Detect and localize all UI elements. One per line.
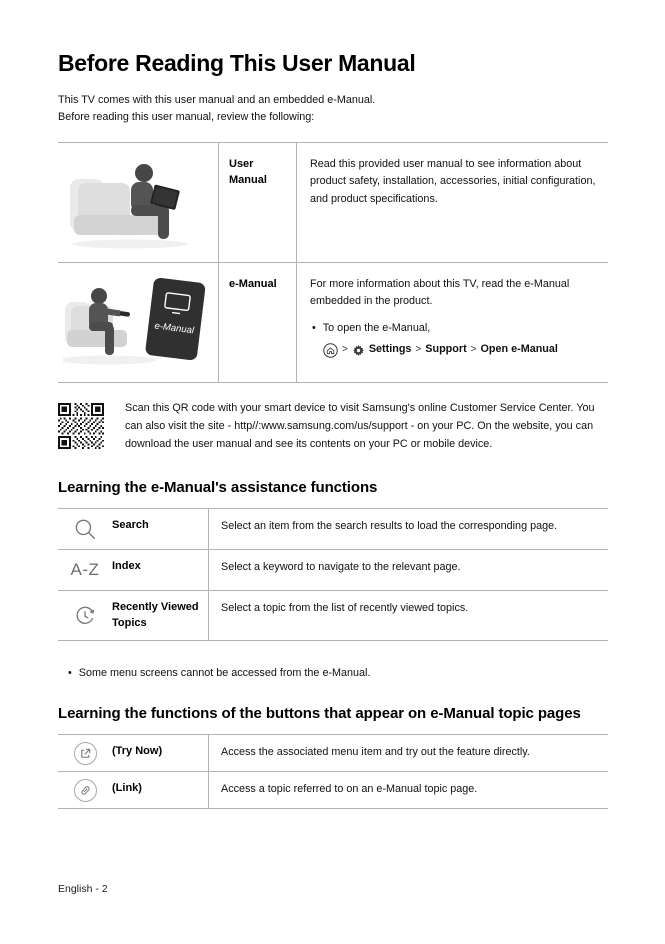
buttons-table [58,734,608,809]
qr-description: Scan this QR code with your smart device to visit Samsung's online Customer Service Center. You can also visit the site - http//:www.samsung.com/us/support - on your PC. On the website, you can download the user manual and see its contents on your PC or mobile device. [125,401,595,450]
try-now-icon [58,735,112,771]
page-footer: English - 2 [58,883,108,895]
table-row-try-now [58,735,608,772]
e-manual-description: For more information about this TV, read the e-Manual embedded in the product. [310,277,570,308]
row-label-user-manual: User Manual [218,143,297,262]
intro-line-1: This TV comes with this user manual and an embedded e-Manual. [58,94,376,106]
row-label-recently-viewed: Recently Viewed Topics [112,601,199,629]
row-description-user-manual: Read this provided user manual to see information about product safety, installation, accessories, initial configuration, and product specifications. [310,157,596,205]
path-support: Support [425,343,467,356]
table-row-e-manual [58,263,608,383]
table-row-link [58,772,608,809]
row-description-e-manual [297,263,608,382]
open-e-manual-bullet [310,320,602,337]
e-manual-note-text: • Some menu screens cannot be accessed from the e-Manual. [78,667,371,680]
intro-text [58,92,608,127]
user-manual-illustration [58,143,218,262]
az-glyph: A-Z [70,560,100,580]
table-row-index [58,550,608,591]
path-open-e-manual: Open e-Manual [480,343,558,356]
try-now-circle [74,742,97,765]
row-label-e-manual: e-Manual [218,263,297,382]
e-manual-illustration [58,263,218,382]
index-az-icon [58,550,112,590]
page-title: Before Reading This User Manual [58,50,416,76]
search-icon [58,509,112,549]
path-separator: > [415,344,422,356]
row-label-index: Index [112,560,141,573]
row-label-try-now: (Try Now) [112,745,163,758]
manual-overview-table [58,142,608,383]
buttons-heading: Learning the functions of the buttons that appear on e-Manual topic pages [58,705,581,723]
row-label-search: Search [112,519,149,532]
settings-gear-icon [352,344,365,357]
table-row-user-manual [58,143,608,263]
recent-history-icon [58,591,112,640]
table-row-search [58,509,608,550]
intro-line-2: Before reading this user manual, review the following: [58,111,315,124]
row-description-recently-viewed: Select a topic from the list of recently viewed topics. [208,591,608,640]
assistance-table [58,508,608,641]
qr-code [58,403,104,449]
e-manual-card-label: e-Manual [153,321,195,337]
qr-section [58,400,608,453]
person-with-remote-illustration [63,272,213,372]
path-settings: Settings [368,343,412,356]
home-icon [323,343,338,358]
person-reading-manual-illustration [68,153,208,251]
e-manual-note [58,667,608,679]
row-description-search: Select an item from the search results to load the corresponding page. [208,509,608,549]
row-description-try-now: Access the associated menu item and try out the feature directly. [208,735,608,771]
table-row-recently-viewed [58,591,608,641]
path-separator: > [470,344,477,356]
row-description-index: Select a keyword to navigate to the relevant page. [208,550,608,590]
link-circle [74,779,97,802]
settings-menu-path [323,341,602,358]
row-description-link: Access a topic referred to on an e-Manual topic page. [208,772,608,808]
link-icon [58,772,112,808]
row-label-link: (Link) [112,782,142,795]
assistance-heading: Learning the e-Manual's assistance functions [58,479,378,497]
path-separator: > [342,344,348,356]
open-e-manual-bullet-text: • To open the e-Manual, [322,321,431,334]
